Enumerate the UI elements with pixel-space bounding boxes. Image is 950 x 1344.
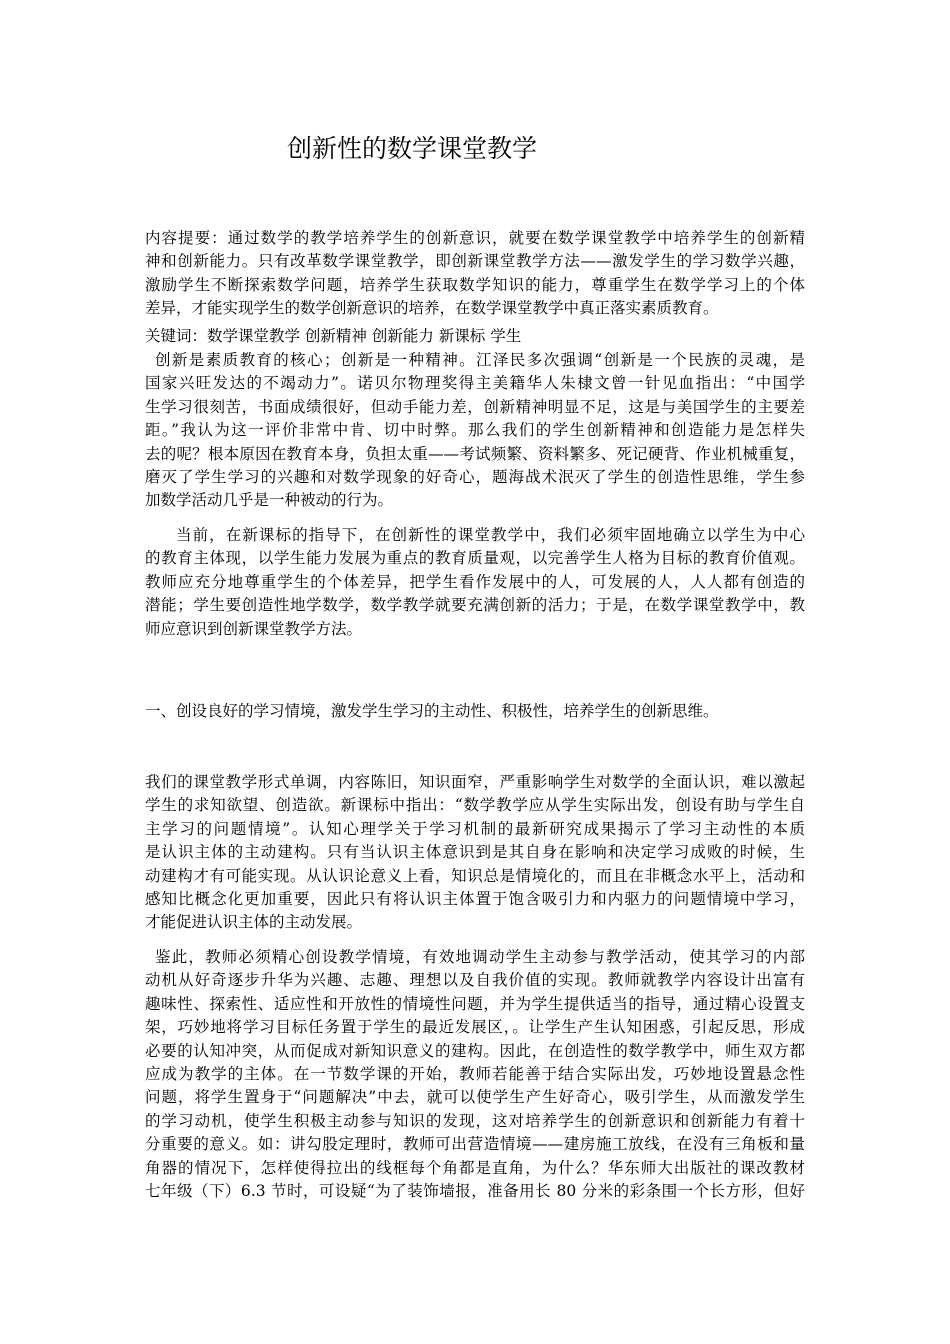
abstract-line: 内容提要：通过数学的教学培养学生的创新意识，就要在数学课堂教学中培养学生的创新精 (145, 229, 805, 247)
keywords-text: 关键词：数学课堂教学 创新精神 创新能力 新课标 学生 (145, 327, 522, 345)
paragraph-line: 距。”我认为这一评价非常中肯、切中时弊。那么我们的学生创新精神和创造能力是怎样失 (145, 421, 805, 440)
keywords-line (145, 325, 805, 348)
paragraph-line: 分重要的意义。如：讲勾股定理时，教师可出营造情境——建房施工放线，在没有三角板和量 (145, 1135, 805, 1154)
section-heading-1 (145, 700, 805, 723)
paragraph-line: 去的呢？根本原因在教育本身，负担太重——考试频繁、资料繁多、死记硬背、作业机械重复， (145, 444, 805, 463)
paragraph-line: 感知比概念化更加重要，因此只有将认识主体置于饱含吸引力和内驱力的问题情境中学习， (145, 890, 805, 909)
abstract-line: 激励学生不断探索数学问题，培养学生获取数学知识的能力，尊重学生在数学学习上的个体 (145, 275, 805, 294)
paragraph-line: 趣味性、探索性、适应性和开放性的情境性问题，并为学生提供适当的指导，通过精心设置支 (145, 994, 805, 1013)
paragraph-line: 动机从好奇逐步升华为兴趣、志趣、理想以及自我价值的实现。教师就教学内容设计出富有 (145, 971, 805, 990)
paragraph-line: 磨灭了学生学习的兴趣和对数学现象的好奇心，题海战术泯灭了学生的创造性思维，学生参 (145, 468, 805, 487)
paragraph-line: 师应意识到创新课堂教学方法。 (145, 619, 363, 638)
paragraph-line: 动建构才有可能实现。从认识论意义上看，知识总是情境化的，而且在非概念水平上，活动和 (145, 866, 805, 885)
paragraph-line: 问题，将学生置身于“问题解决”中去，就可以使学生产生好奇心，吸引学生，从而激发学生 (145, 1088, 805, 1107)
paragraph-line: 当前，在新课标的指导下，在创新性的课堂教学中，我们必须牢固地确立以学生为中心 (176, 526, 805, 544)
paragraph-line: 创新是素质教育的核心；创新是一种精神。江泽民多次强调“创新是一个民族的灵魂，是 (155, 351, 805, 369)
body-paragraph-3 (145, 771, 805, 935)
body-paragraph-2 (145, 524, 805, 641)
paragraph-line: 主学习的问题情境”。认知心理学关于学习机制的最新研究成果揭示了学习主动性的本质 (145, 819, 805, 838)
paragraph-line: 的教育主体现，以学生能力发展为重点的教育质量观，以完善学生人格为目标的教育价值观。 (145, 549, 805, 568)
document-title: 创新性的数学课堂教学 (287, 134, 538, 163)
paragraph-line: 我们的课堂教学形式单调，内容陈旧，知识面窄，严重影响学生对数学的全面认识，难以激起 (145, 773, 805, 791)
paragraph-line: 才能促进认识主体的主动发展。 (145, 913, 363, 932)
abstract-line: 差异，才能实现学生的数学创新意识的培养，在数学课堂教学中真正落实素质教育。 (145, 299, 719, 318)
paragraph-line: 应成为教学的主体。在一节数学课的开始，教师若能善于结合实际出发，巧妙地设置悬念性 (145, 1065, 805, 1084)
paragraph-line: 国家兴旺发达的不竭动力”。诺贝尔物理奖得主美籍华人朱棣文曾一针见血指出：“中国学 (145, 374, 805, 393)
paragraph-line: 学生的求知欲望、创造欲。新课标中指出：“数学教学应从学生实际出发，创设有助与学生自 (145, 796, 805, 815)
paragraph-line: 角器的情况下，怎样使得拉出的线框每个角都是直角，为什么？华东师大出版社的课改教材 (145, 1158, 805, 1177)
abstract-line: 神和创新能力。只有改革数学课堂教学，即创新课堂教学方法——激发学生的学习数学兴趣， (145, 252, 805, 271)
body-paragraph-4 (145, 946, 805, 1203)
paragraph-line: 是认识主体的主动建构。只有当认识主体意识到是其自身在影响和决定学习成败的时候，生 (145, 843, 805, 862)
paragraph-line: 教师应充分地尊重学生的个体差异，把学生看作发展中的人，可发展的人，人人都有创造的 (145, 572, 805, 591)
paragraph-line: 加数学活动几乎是一种被动的行为。 (145, 491, 394, 510)
paragraph-line: 必要的认知冲突，从而促成对新知识意义的建构。因此，在创造性的数学教学中，师生双方都 (145, 1041, 805, 1060)
paragraph-line: 生学习很刻苦，书面成绩很好，但动手能力差，创新精神明显不足，这是与美国学生的主要差 (145, 397, 805, 416)
section-heading-text: 一、创设良好的学习情境，激发学生学习的主动性、积极性，培养学生的创新思维。 (145, 702, 719, 720)
paragraph-line: 的学习动机，使学生积极主动参与知识的发现，这对培养学生的创新意识和创新能力有着十 (145, 1111, 805, 1130)
paragraph-line: 鉴此，教师必须精心创设教学情境，有效地调动学生主动参与教学活动，使其学习的内部 (155, 948, 805, 966)
paragraph-line: 潜能；学生要创造性地学数学，数学教学就要充满创新的活力；于是，在数学课堂教学中，教 (145, 596, 805, 615)
paragraph-line: 架，巧妙地将学习目标任务置于学生的最近发展区，。让学生产生认知困惑，引起反思，形成 (145, 1018, 805, 1037)
paragraph-line: 七年级（下）6.3 节时，可设疑“为了装饰墙报，准备用长 80 分米的彩条围一个长方形，但好 (145, 1182, 805, 1201)
body-paragraph-1 (145, 349, 805, 513)
abstract-paragraph (145, 227, 805, 321)
